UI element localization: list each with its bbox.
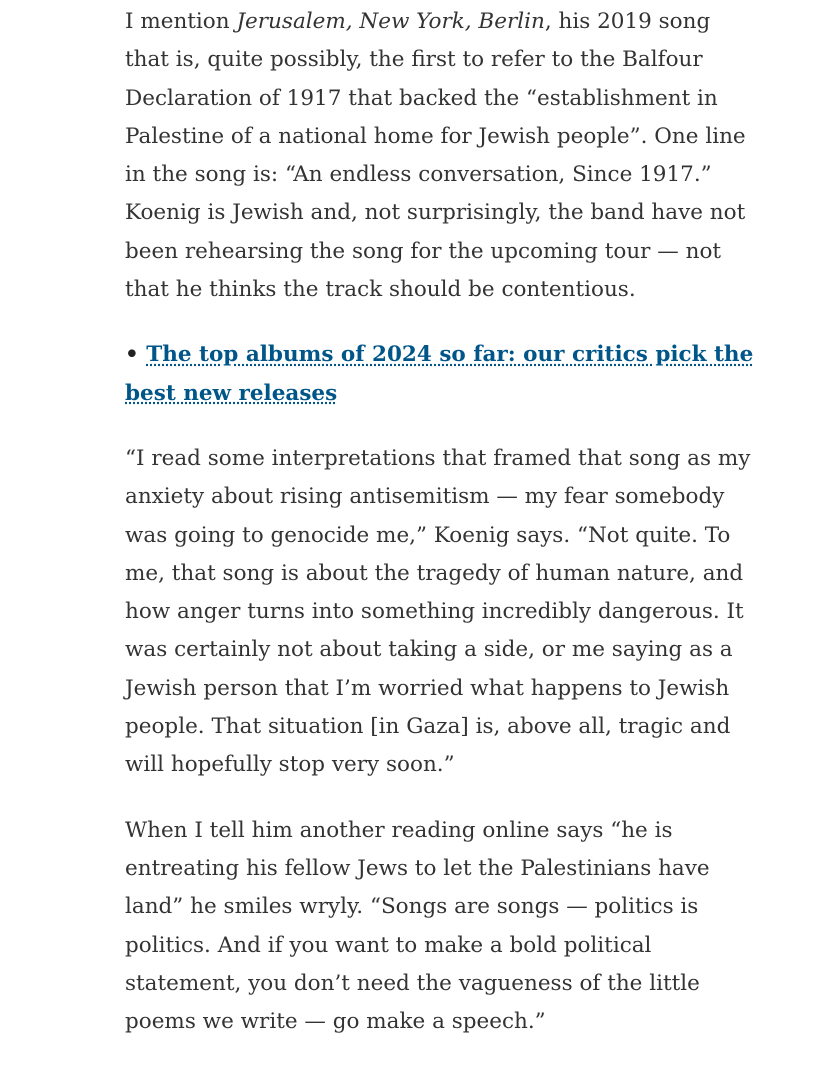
paragraph-text: I mention [125, 9, 237, 34]
article-paragraph: When I tell him another reading online says “he is entreating his fellow Jews to let the Palestinians have land” he smiles wryly. “Songs are songs — politics is politics. And if you want to make a bold political statement, you don’t need the vagueness of the little poems we write — go make a speech.” [125, 817, 710, 1035]
related-article [125, 336, 755, 413]
song-title: Jerusalem, New York, Berlin [236, 9, 545, 34]
bullet: • [125, 342, 147, 368]
article-body [125, 3, 755, 1068]
article-paragraph [125, 3, 755, 309]
paragraph-text: , his 2019 song that is, quite possibly, the first to refer to the Balfour Declaration of 1917 that backed the “establishment in Palestine of a national home for Jewish people”. One line in the song is: “An endless conversation, Since 1917.” Koenig is Jewish and, not surprisingly, the band have not been rehearsing the song for the upcoming tour — not that he thinks the track should be contentious. [125, 9, 746, 303]
related-article-link[interactable]: The top albums of 2024 so far: our critics pick the best new releases [125, 342, 754, 406]
article-paragraph: “I read some interpretations that framed that song as my anxiety about rising antisemitism — my fear somebody was going to genocide me,” Koenig says. “Not quite. To me, that song is about the tragedy of human nature, and how anger turns into something incredibly dangerous. It was certainly not about taking a side, or me saying as a Jewish person that I’m worried what happens to Jewish people. That situation [in Gaza] is, above all, tragic and will hopefully stop very soon.” [125, 445, 751, 778]
